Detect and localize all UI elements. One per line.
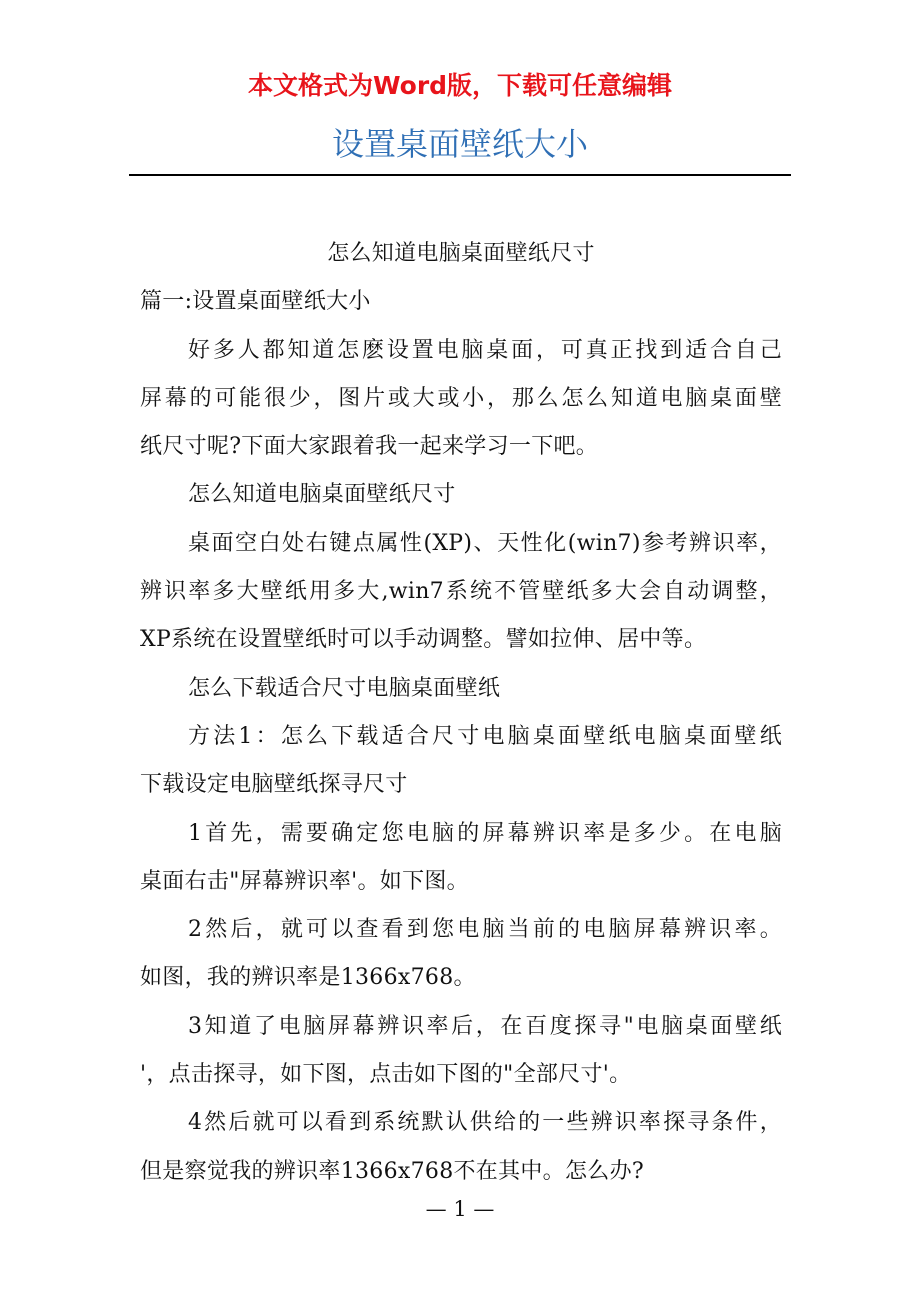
document-title: 设置桌面壁纸大小: [331, 125, 588, 163]
format-notice-banner: 本文格式为Word版，下载可任意编辑: [247, 71, 673, 100]
step-line: 如图，我的辨识率是1366x768。: [140, 965, 476, 991]
subheading: 怎么知道电脑桌面壁纸尺寸: [188, 482, 456, 508]
page-number: — 1 —: [425, 1197, 495, 1221]
step-line: 3知道了电脑屏幕辨识率后，在百度探寻"电脑桌面壁纸: [188, 1013, 782, 1039]
paragraph-line: 辨识率多大壁纸用多大,win7系统不管壁纸多大会自动调整，: [140, 579, 782, 605]
paragraph-line: 纸尺寸呢?下面大家跟着我一起来学习一下吧。: [140, 434, 599, 460]
paragraph-line: 屏幕的可能很少，图片或大或小，那么怎么知道电脑桌面壁: [140, 385, 782, 411]
step-line: 桌面右击"屏幕辨识率'。如下图。: [140, 868, 469, 894]
step-line: 2然后，就可以查看到您电脑当前的电脑屏幕辨识率。: [188, 917, 782, 943]
section-heading: 怎么知道电脑桌面壁纸尺寸: [327, 241, 595, 266]
document-body: [140, 230, 782, 1196]
step-line: 4然后就可以看到系统默认供给的一些辨识率探寻条件，: [188, 1110, 782, 1136]
paragraph-line: 好多人都知道怎麽设置电脑桌面，可真正找到适合自己: [188, 337, 782, 363]
paragraph-line: 方法1：怎么下载适合尺寸电脑桌面壁纸电脑桌面壁纸: [188, 723, 782, 749]
article-label: 篇一:设置桌面壁纸大小: [140, 289, 371, 315]
step-line: 1首先，需要确定您电脑的屏幕辨识率是多少。在电脑: [188, 820, 782, 846]
subheading: 怎么下载适合尺寸电脑桌面壁纸: [188, 675, 501, 701]
paragraph-line: XP系统在设置壁纸时可以手动调整。譬如拉伸、居中等。: [140, 627, 707, 653]
paragraph-line: 下载设定电脑壁纸探寻尺寸: [140, 772, 408, 798]
paragraph-line: 桌面空白处右键点属性(XP)、天性化(win7)参考辨识率，: [188, 530, 782, 556]
step-line: '，点击探寻，如下图，点击如下图的"全部尺寸'。: [140, 1062, 632, 1088]
title-divider: [129, 174, 791, 176]
step-line: 但是察觉我的辨识率1366x768不在其中。怎么办?: [140, 1158, 644, 1184]
